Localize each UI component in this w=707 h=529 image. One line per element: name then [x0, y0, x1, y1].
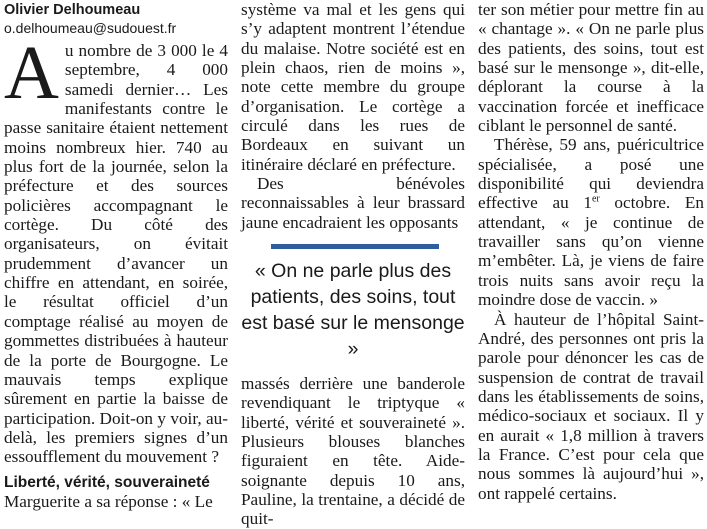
lead-paragraph-text: u nombre de 3 000 le 4 septembre, 4 000 samedi dernier… Les manifestants contre le passe sanitaire étaient nettement moins nombreux hier. 740 au plus fort de la journée, selon la préfecture et des sources policières accompagnant le cortège. Du côté des organisateurs, on évitait prudemment d’avancer un chiffre en attendant, en soirée, le résultat officiel d’un comptage réalisé au moyen de gommettes distribuées à hauteur de la porte de Bourgogne. Le mauvais temps explique sûrement en partie la baisse de participation. Doit-on y voir, au-delà, les premiers signes d’un essoufflement du mouvement ?	[4, 41, 228, 467]
paragraph	[478, 135, 704, 309]
author-name: Olivier Delhoumeau	[4, 2, 141, 18]
author-email[interactable]: o.delhoumeau@sudouest.fr	[4, 20, 177, 36]
paragraph: système va mal et les gens qui s’y adaptent montrent l’étendue du malaise. Notre société est en plein chaos, rien de moins », note cette membre du groupe d’organisation. Le cortège a circulé dans les rues de Bordeaux en suivant un itinéraire déclaré en préfecture.	[241, 0, 465, 174]
article-column-2	[241, 0, 465, 529]
section-subhead: Liberté, vérité, souveraineté	[4, 473, 210, 491]
ordinal-suffix: er	[591, 193, 600, 205]
article-column-1	[4, 0, 228, 509]
paragraph: ter son métier pour mettre fin au « chantage ». « On ne parle plus des patients, des soins, tout est basé sur le mensonge », dit-elle, déplorant la course à la vaccination forcée et inefficace ciblant le personnel de santé.	[478, 0, 704, 136]
pullquote-rule	[271, 244, 439, 249]
pullquote: « On ne parle plus des patients, des soins, tout est basé sur le mensonge »	[241, 260, 465, 360]
paragraph: Marguerite a sa réponse : « Le	[4, 491, 213, 511]
lead-paragraph	[4, 31, 228, 467]
drop-cap: A	[4, 31, 59, 115]
paragraph: À hauteur de l’hôpital Saint-André, des personnes ont pris la parole pour dénoncer les cas de suspension de contrat de travail dans les établissements de soins, médico-sociaux et sociaux. Il y en aurait « 1,8 million à travers la France. C’est pour cela que nous sommes là aujourd’hui », ont rappelé certains.	[478, 309, 704, 503]
paragraph: massés derrière une banderole revendiquant le triptyque « liberté, vérité et souveraineté ». Plusieurs blouses blanches figuraient en tête. Aide-soignante depuis 10 ans, Pauline, la trentaine, a décidé de quit-	[241, 374, 465, 529]
paragraph: Des bénévoles reconnaissables à leur brassard jaune encadraient les opposants	[241, 174, 465, 232]
paragraph-text: octobre. En attendant, « je continue de travailler sans qu’on vienne m’embêter. Là, je viens de faire trois nuits sans avoir reçu la moindre dose de vaccin. »	[478, 193, 704, 310]
paragraph-text: Thérèse, 59 ans, puéricultrice spécialisée, a posé une disponibilité qui deviendra effective au 1	[478, 135, 704, 213]
article-column-3	[478, 0, 704, 509]
